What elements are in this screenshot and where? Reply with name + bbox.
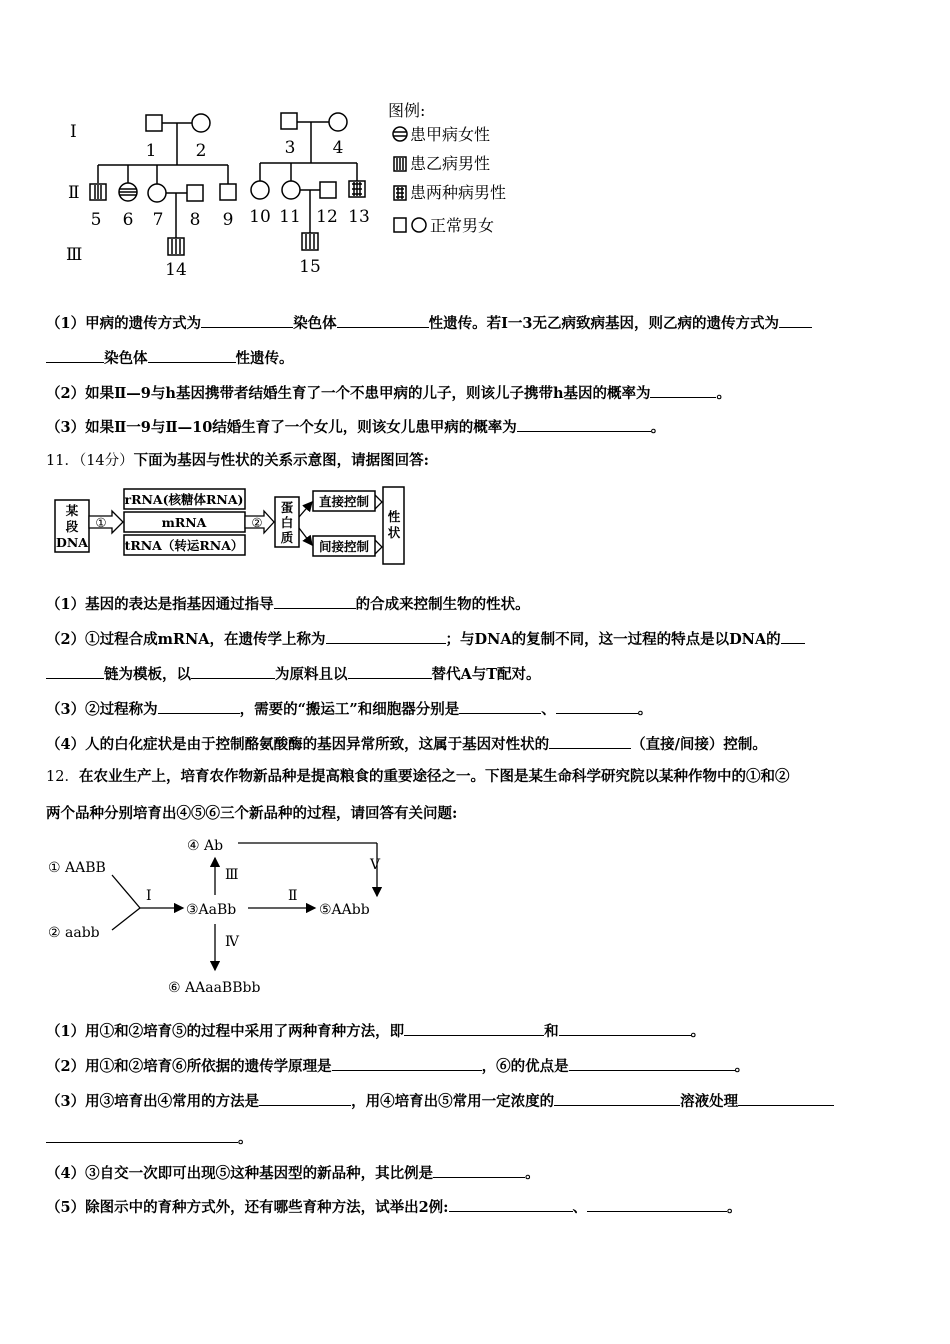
- q12-part3-cont: 。: [46, 1127, 253, 1149]
- svg-text:9: 9: [222, 210, 234, 230]
- answer-blank[interactable]: [274, 593, 356, 609]
- svg-text:段: 段: [65, 519, 79, 534]
- answer-blank[interactable]: [459, 698, 541, 714]
- svg-text:①: ①: [95, 515, 107, 530]
- answer-blank[interactable]: [556, 698, 638, 714]
- answer-blank[interactable]: [650, 382, 716, 398]
- q10-part1: （1）甲病的遗传方式为 染色体 性遗传。若Ⅰ一3无乙病致病基因，则乙病的遗传方式为: [46, 312, 812, 334]
- answer-blank[interactable]: [337, 312, 429, 328]
- q10-part1-cont: 染色体 性遗传。: [46, 347, 294, 369]
- q11-part2: （2）①过程合成mRNA，在遗传学上称为 ；与DNA的复制不同，这一过程的特点是以DNA的: [46, 628, 805, 650]
- gene-trait-diagram: [50, 484, 420, 570]
- svg-text:状: 状: [387, 525, 401, 540]
- gen-label-3: Ⅲ: [66, 245, 83, 265]
- svg-text:8: 8: [189, 210, 201, 230]
- svg-text:②: ②: [251, 515, 263, 530]
- q11-part3: （3）②过程称为 ，需要的“搬运工”和细胞器分别是 、 。: [46, 698, 652, 720]
- svg-text:间接控制: 间接控制: [318, 539, 370, 554]
- answer-blank[interactable]: [46, 1127, 238, 1143]
- answer-blank[interactable]: [191, 663, 275, 679]
- answer-blank[interactable]: [332, 1055, 482, 1071]
- node-2: ② aabb: [48, 925, 100, 941]
- svg-text:mRNA: mRNA: [161, 515, 207, 530]
- answer-blank[interactable]: [404, 1020, 544, 1036]
- answer-blank[interactable]: [148, 347, 236, 363]
- answer-blank[interactable]: [201, 312, 293, 328]
- svg-text:14: 14: [165, 260, 187, 280]
- svg-text:1: 1: [145, 141, 157, 161]
- answer-blank[interactable]: [569, 1055, 735, 1071]
- svg-text:DNA: DNA: [56, 535, 88, 550]
- q12-intro-2: 两个品种分别培育出④⑤⑥三个新品种的过程，请回答有关问题:: [46, 805, 458, 822]
- q10-part3: （3）如果Ⅱ一9与Ⅱ—10结婚生育了一个女儿，则该女儿患甲病的概率为 。: [46, 416, 665, 438]
- svg-text:2: 2: [195, 141, 207, 161]
- answer-blank[interactable]: [348, 663, 432, 679]
- node-4: ④ Ab: [187, 838, 224, 854]
- q10-part2: （2）如果Ⅱ—9与h基因携带者结婚生育了一个不患甲病的儿子，则该儿子携带h基因的概率为 。: [46, 382, 731, 404]
- answer-blank[interactable]: [46, 347, 104, 363]
- answer-blank[interactable]: [587, 1196, 727, 1212]
- answer-blank[interactable]: [517, 416, 651, 432]
- answer-blank[interactable]: [46, 663, 104, 679]
- answer-blank[interactable]: [738, 1090, 834, 1106]
- svg-text:Ⅲ: Ⅲ: [225, 867, 239, 883]
- answer-blank[interactable]: [554, 1090, 680, 1106]
- svg-text:tRNA（转运RNA）: tRNA（转运RNA）: [124, 538, 244, 553]
- answer-blank[interactable]: [158, 698, 240, 714]
- q12-part2: （2）用①和②培育⑥所依据的遗传学原理是 ，⑥的优点是 。: [46, 1055, 749, 1077]
- svg-text:患乙病男性: 患乙病男性: [410, 154, 491, 173]
- legend-title: 图例:: [388, 101, 426, 120]
- q12-intro-1: 12．在农业生产上，培育农作物新品种是提高粮食的重要途径之一。下图是某生命科学研究院以某种作物中的①和②: [46, 768, 790, 785]
- svg-text:7: 7: [152, 210, 164, 230]
- node-1: ① AABB: [48, 860, 106, 876]
- svg-text:13: 13: [348, 207, 370, 227]
- svg-text:某: 某: [65, 503, 79, 518]
- answer-blank[interactable]: [559, 1020, 691, 1036]
- svg-text:5: 5: [90, 210, 102, 230]
- q11-title: 11．（14分）下面为基因与性状的关系示意图，请据图回答:: [46, 452, 430, 469]
- breeding-diagram: [44, 832, 414, 1002]
- svg-text:15: 15: [299, 257, 321, 277]
- svg-text:4: 4: [332, 138, 344, 158]
- svg-text:正常男女: 正常男女: [430, 216, 495, 235]
- svg-text:性: 性: [387, 509, 401, 524]
- q11-part1: （1）基因的表达是指基因通过指导 的合成来控制生物的性状。: [46, 593, 530, 615]
- node-5: ⑤AAbb: [319, 902, 370, 918]
- answer-blank[interactable]: [781, 628, 805, 644]
- answer-blank[interactable]: [433, 1162, 525, 1178]
- q12-part3: （3）用③培育出④常用的方法是 ，用④培育出⑤常用一定浓度的 溶液处理: [46, 1090, 834, 1112]
- q11-part2-cont: 链为模板，以 为原料且以 替代A与T配对。: [46, 663, 541, 685]
- svg-text:11: 11: [279, 207, 301, 227]
- node-3: ③AaBb: [186, 902, 237, 918]
- svg-text:直接控制: 直接控制: [318, 494, 370, 509]
- gen-label-2: Ⅱ: [68, 183, 80, 203]
- pedigree-chart: [60, 95, 540, 285]
- svg-text:白: 白: [280, 515, 294, 530]
- q12-part4: （4）③自交一次即可出现⑤这种基因型的新品种，其比例是 。: [46, 1162, 540, 1184]
- answer-blank[interactable]: [259, 1090, 351, 1106]
- svg-text:Ⅴ: Ⅴ: [370, 857, 381, 873]
- svg-text:患两种病男性: 患两种病男性: [410, 183, 507, 202]
- svg-text:3: 3: [284, 138, 296, 158]
- q12-part1: （1）用①和②培育⑤的过程中采用了两种育种方法，即 和 。: [46, 1020, 705, 1042]
- svg-text:Ⅰ: Ⅰ: [146, 888, 152, 904]
- q11-part4: （4）人的白化症状是由于控制酪氨酸酶的基因异常所致，这属于基因对性状的 （直接/间接）控制。: [46, 733, 767, 755]
- svg-text:10: 10: [249, 207, 271, 227]
- svg-text:患甲病女性: 患甲病女性: [410, 125, 491, 144]
- svg-text:质: 质: [280, 530, 294, 545]
- node-6: ⑥ AAaaBBbb: [168, 980, 261, 996]
- gen-label-1: Ⅰ: [70, 122, 77, 142]
- svg-text:6: 6: [122, 210, 134, 230]
- q12-part5: （5）除图示中的育种方式外，还有哪些育种方法，试举出2例: 、 。: [46, 1196, 742, 1218]
- svg-text:蛋: 蛋: [280, 500, 294, 515]
- svg-text:12: 12: [316, 207, 338, 227]
- svg-text:Ⅳ: Ⅳ: [225, 934, 239, 950]
- answer-blank[interactable]: [549, 733, 631, 749]
- answer-blank[interactable]: [779, 312, 812, 328]
- svg-text:Ⅱ: Ⅱ: [288, 888, 298, 904]
- answer-blank[interactable]: [326, 628, 446, 644]
- answer-blank[interactable]: [449, 1196, 573, 1212]
- svg-text:rRNA(核糖体RNA): rRNA(核糖体RNA): [124, 492, 244, 507]
